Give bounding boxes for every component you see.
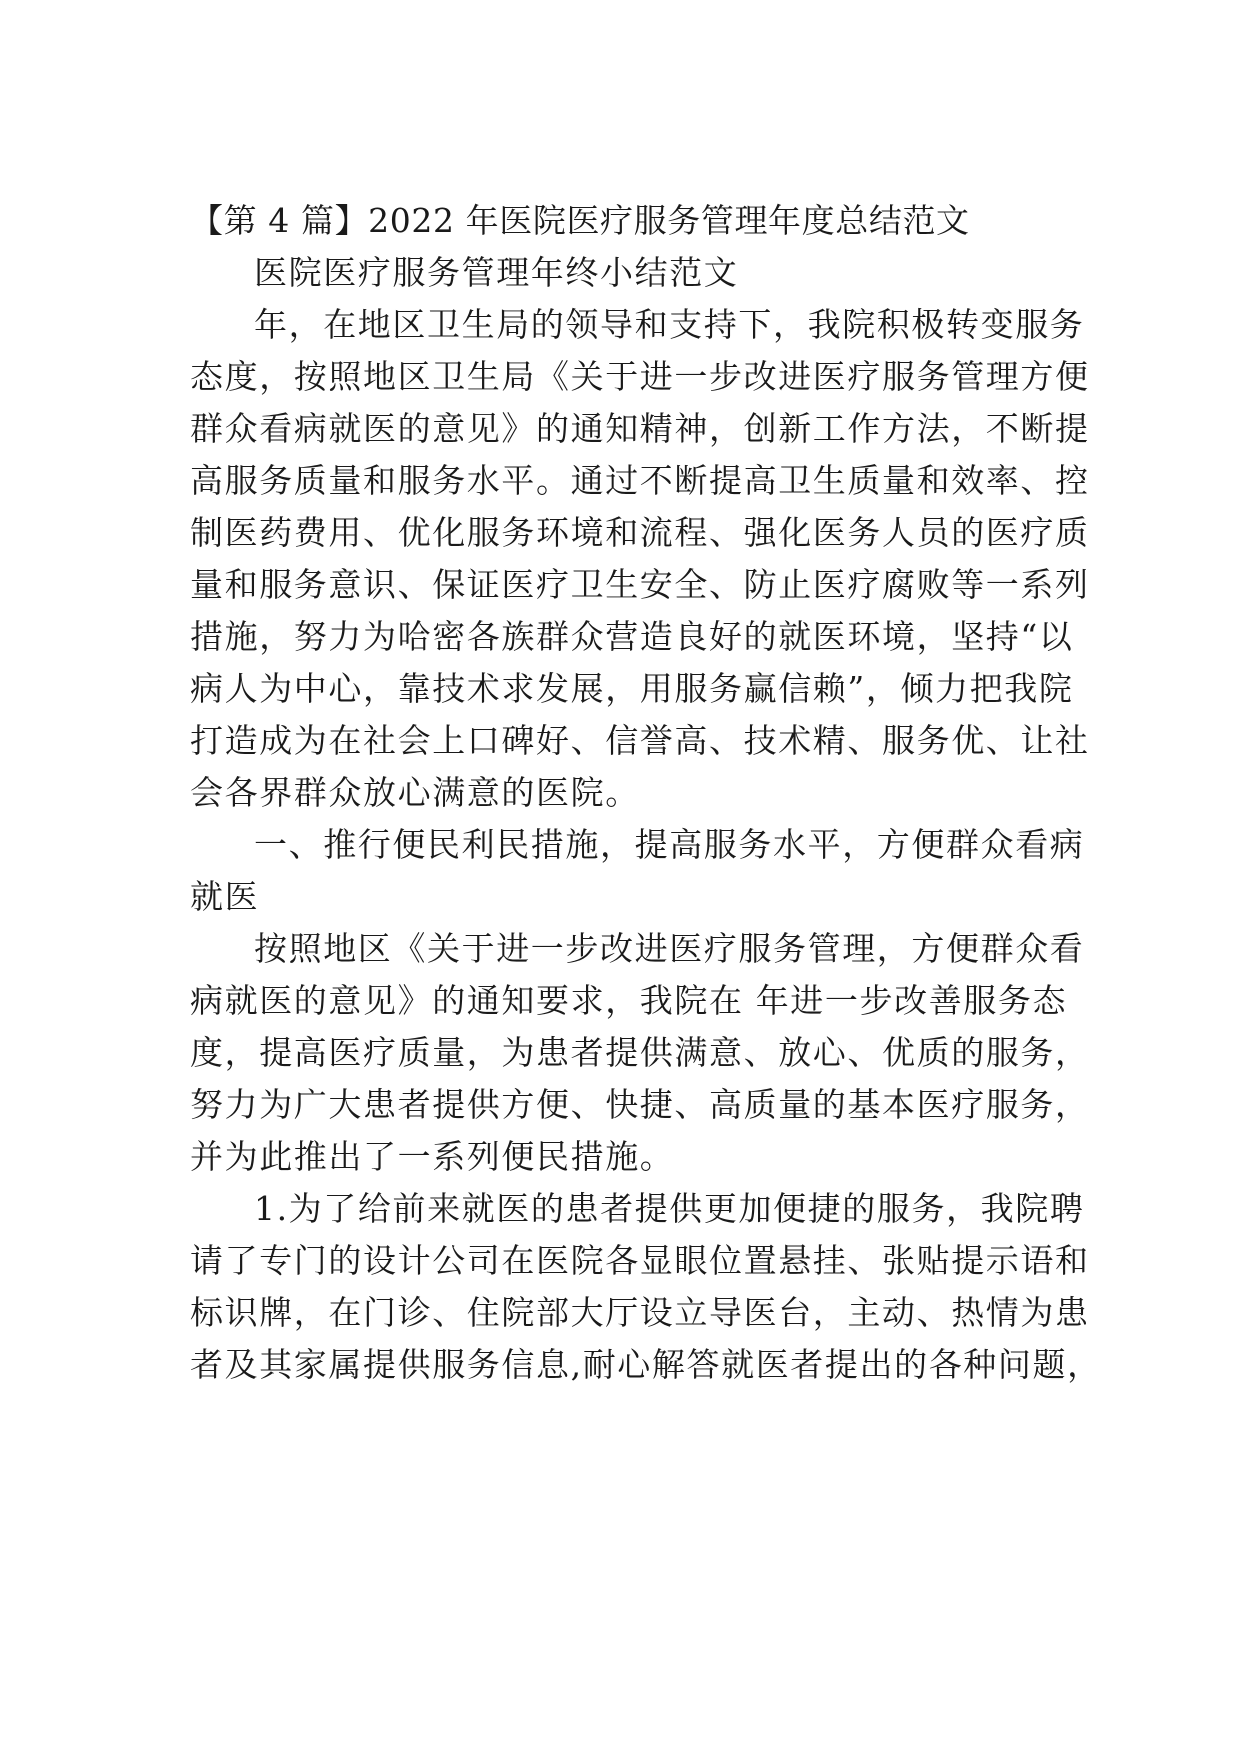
paragraph-line: 态度，按照地区卫生局《关于进一步改进医疗服务管理方便 (190, 357, 1090, 396)
paragraph-line: 会各界群众放心满意的医院。 (190, 773, 640, 812)
paragraph-line: 者及其家属提供服务信息,耐心解答就医者提出的各种问题， (190, 1345, 1102, 1384)
section-heading-line: 就医 (190, 877, 260, 916)
paragraph-line: 度，提高医疗质量，为患者提供满意、放心、优质的服务， (190, 1033, 1090, 1072)
paragraph-line: 量和服务意识、保证医疗卫生安全、防止医疗腐败等一系列 (190, 565, 1090, 604)
paragraph-line: 打造成为在社会上口碑好、信誉高、技术精、服务优、让社 (190, 721, 1090, 760)
document-subtitle: 医院医疗服务管理年终小结范文 (254, 253, 739, 292)
section-heading-line: 一、推行便民利民措施，提高服务水平，方便群众看病 (254, 825, 1085, 864)
paragraph-line: 1.为了给前来就医的患者提供更加便捷的服务，我院聘 (254, 1189, 1085, 1228)
paragraph-line: 高服务质量和服务水平。通过不断提高卫生质量和效率、控 (190, 461, 1090, 500)
paragraph-line: 请了专门的设计公司在医院各显眼位置悬挂、张贴提示语和 (190, 1241, 1090, 1280)
paragraph-line: 并为此推出了一系列便民措施。 (190, 1137, 675, 1176)
paragraph-line: 病人为中心，靠技术求发展，用服务赢信赖”，倾力把我院 (190, 669, 1074, 708)
paragraph-line: 按照地区《关于进一步改进医疗服务管理，方便群众看 (254, 929, 1085, 968)
paragraph-line: 标识牌，在门诊、住院部大厅设立导医台，主动、热情为患 (190, 1293, 1090, 1332)
document-heading: 【第 4 篇】2022 年医院医疗服务管理年度总结范文 (190, 201, 970, 240)
paragraph-line: 群众看病就医的意见》的通知精神，创新工作方法，不断提 (190, 409, 1090, 448)
paragraph-line: 努力为广大患者提供方便、快捷、高质量的基本医疗服务， (190, 1085, 1090, 1124)
paragraph-line: 措施，努力为哈密各族群众营造良好的就医环境，坚持“以 (190, 617, 1074, 656)
paragraph-line: 年，在地区卫生局的领导和支持下，我院积极转变服务 (254, 305, 1085, 344)
paragraph-line: 病就医的意见》的通知要求，我院在 年进一步改善服务态 (190, 981, 1068, 1020)
paragraph-line: 制医药费用、优化服务环境和流程、强化医务人员的医疗质 (190, 513, 1090, 552)
